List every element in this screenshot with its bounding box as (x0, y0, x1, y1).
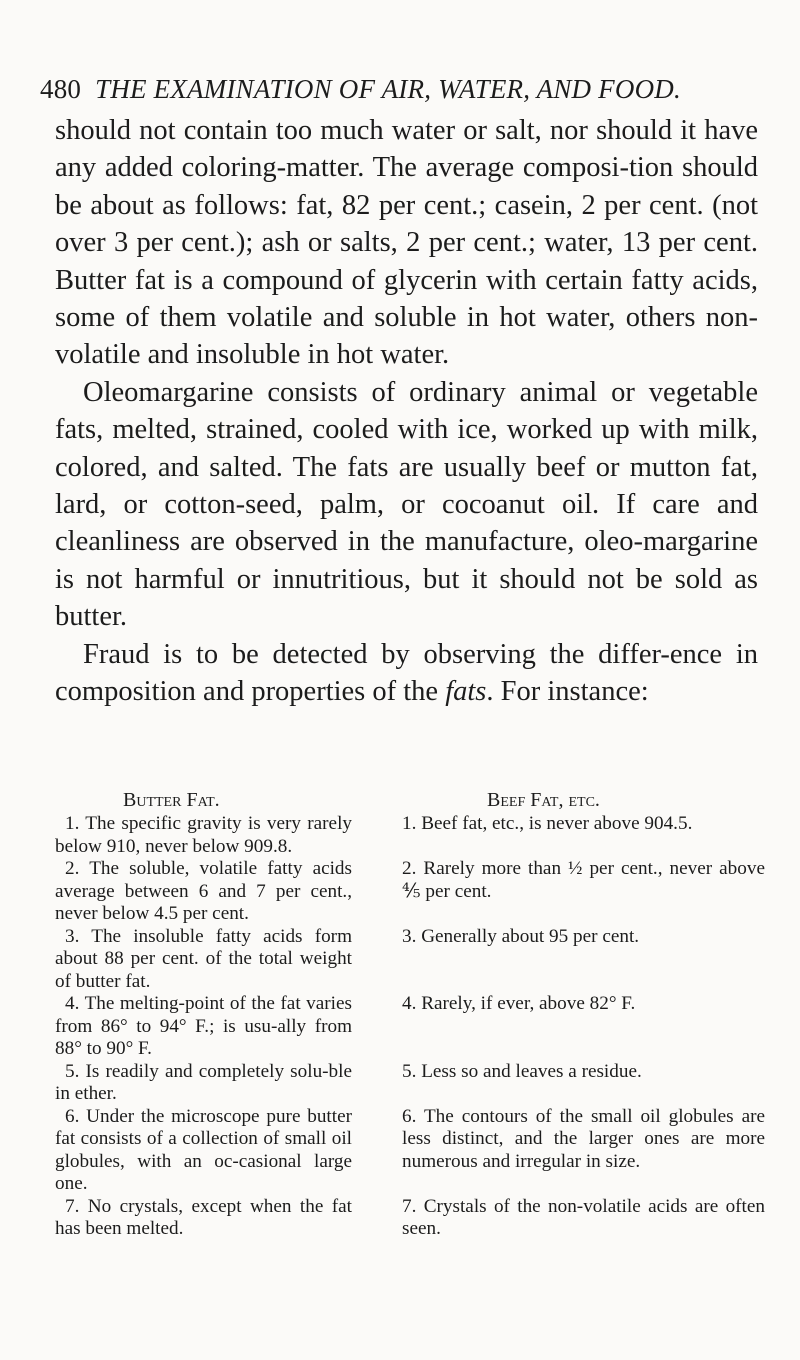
beef-fat-point-5: 5. Less so and leaves a residue. (402, 1060, 642, 1082)
comparison-table (55, 789, 775, 1241)
running-head (40, 74, 780, 105)
comparison-row-2 (55, 858, 775, 926)
butter-fat-point-7: 7. No crystals, except when the fat has been melted. (55, 1195, 352, 1239)
body-text (55, 112, 758, 711)
butter-fat-point-4: 4. The melting-point of the fat varies from 86° to 94° F.; is usu-ally from 88° to 90° F. (55, 993, 352, 1059)
beef-fat-point-1: 1. Beef fat, etc., is never above 904.5. (402, 813, 693, 834)
butter-fat-point-1: 1. The specific gravity is very rarely below 910, never below 909.8. (55, 813, 352, 857)
comparison-headings (55, 789, 775, 813)
butter-fat-point-2: 2. The soluble, volatile fatty acids average between 6 and 7 per cent., never below 4.5 per cent. (55, 858, 352, 924)
comparison-row-1 (55, 813, 775, 858)
fraud-text-end: . For instance: (486, 676, 649, 708)
comparison-row-5 (55, 1061, 775, 1106)
beef-fat-point-7: 7. Crystals of the non-volatile acids are often seen. (402, 1195, 765, 1239)
paragraph-fraud (55, 636, 758, 711)
fraud-text-start: Fraud is to be detected by observing the differ-ence in composition and properties of the (55, 638, 758, 708)
comparison-row-3 (55, 926, 775, 994)
beef-fat-point-3: 3. Generally about 95 per cent. (402, 925, 640, 947)
beef-fat-heading: Beef Fat, etc. (487, 789, 600, 811)
beef-fat-point-4: 4. Rarely, if ever, above 82° F. (402, 993, 636, 1014)
beef-fat-point-6: 6. The contours of the small oil globules are less distinct, and the larger ones are more numerous and irregular in size. (402, 1105, 765, 1172)
butter-fat-point-5: 5. Is readily and completely solu-ble in ether. (55, 1060, 352, 1104)
running-title: THE EXAMINATION OF AIR, WATER, AND FOOD. (95, 74, 681, 104)
comparison-row-4 (55, 993, 775, 1061)
paragraph-oleomargarine: Oleomargarine consists of ordinary animal or vegetable fats, melted, strained, cooled with ice, worked up with milk, colored, and salted. The fats are usually beef or mutton fat, lard, or cotton-seed, palm, or cocoanut oil. If care and cleanliness are observed in the manufacture, oleo-margarine is not harmful or innutritious, but it should not be sold as butter. (55, 376, 758, 633)
butter-fat-point-6: 6. Under the microscope pure butter fat consists of a collection of small oil globules, with an oc-casional large one. (55, 1105, 352, 1194)
comparison-row-6 (55, 1106, 775, 1196)
butter-fat-heading: Butter Fat. (123, 789, 220, 811)
paragraph-butter-composition: should not contain too much water or salt, nor should it have any added coloring-matter. The average composi-tion should be about as follows: fat, 82 per cent.; casein, 2 per cent. (not over 3 per cent.); ash or salts, 2 per cent.; water, 13 per cent. Butter fat is a compound of glycerin with certain fatty acids, some of them volatile and soluble in hot water, others non-volatile and insoluble in hot water. (55, 115, 758, 371)
comparison-row-7 (55, 1196, 775, 1241)
butter-fat-point-3: 3. The insoluble fatty acids form about 88 per cent. of the total weight of butter fat. (55, 925, 352, 992)
page-number: 480 (40, 74, 82, 104)
fats-emphasis: fats (445, 676, 487, 708)
beef-fat-point-2: 2. Rarely more than ½ per cent., never above ⅘ per cent. (402, 858, 765, 902)
